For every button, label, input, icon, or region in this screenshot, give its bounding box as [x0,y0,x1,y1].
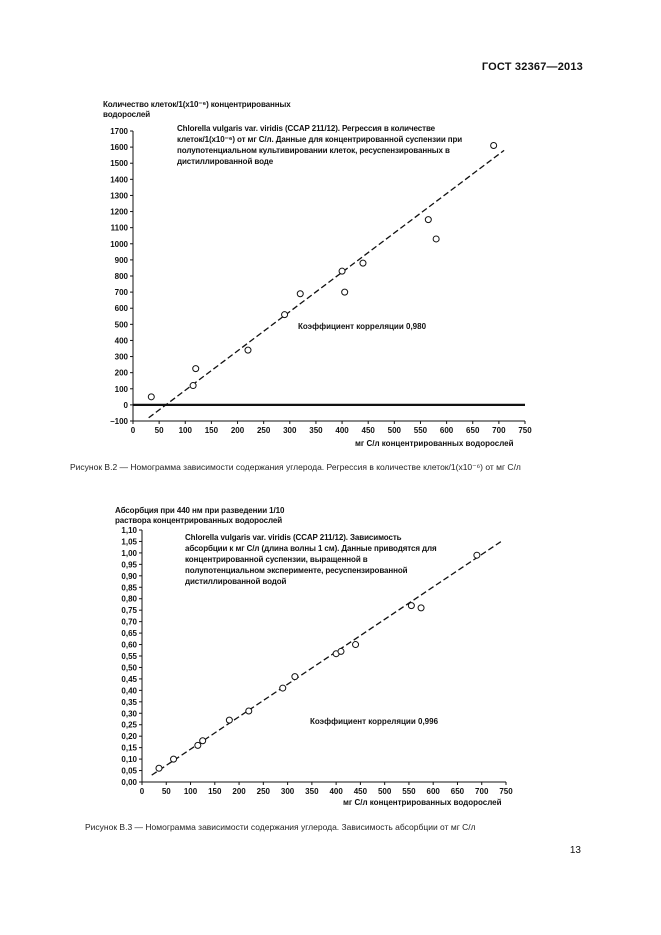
chart2-ytick-label: 0,70 [121,617,137,627]
chart1-ytick-label: 1200 [110,207,128,217]
chart1-note: Chlorella vulgaris var. viridis (CCAP 211/12). Регрессия в количестве клеток/1(x10⁻⁶) от мг С/л. Данные для концентрированной суспензии при полупотенциальном культивировании клеток, ресуспензированных в дистиллированной воде [177,124,463,166]
chart2-data-point [195,742,201,748]
chart1-ytick-label: 700 [114,288,128,298]
chart2-data-point [353,642,359,648]
chart1-xtick-label: 250 [256,426,271,435]
chart1-ytick-label: 600 [114,304,128,314]
chart1-xtick-label: 200 [230,426,245,435]
chart1-ytick-label: 0 [123,400,128,410]
chart1-xtick-label: 150 [204,426,219,435]
chart2-xtick-label: 650 [450,787,465,796]
chart2-data-point [338,648,344,654]
chart1-xtick-label: 400 [335,426,349,435]
chart2-xtick-label: 600 [426,787,440,796]
chart2-ytick-label: 1,10 [121,526,137,535]
chart2-ytick-label: 0,65 [121,629,137,639]
chart2-ytick-label: 0,10 [121,755,137,765]
chart1-ytick-label: 1100 [110,223,128,233]
chart1-ytick-label: –100 [110,417,128,426]
chart2-xlabel: мг С/л концентрированных водорослей [343,798,502,807]
chart2-xtick-label: 400 [329,787,343,796]
chart2-ytick-label: 0,95 [121,560,137,570]
chart1-xtick-label: 100 [178,426,192,435]
chart2-xtick-label: 50 [161,787,171,796]
chart2-data-point [408,603,414,609]
figure-b2-caption: Рисунок В.2 — Номограмма зависимости содержания углерода. Регрессия в количестве клеток/1(x10⁻⁶) от мг С/л [70,462,521,472]
chart1-xtick-label: 700 [492,426,506,435]
chart1-xlabel: мг С/л концентрированных водорослей [355,439,514,448]
chart1-xtick-label: 0 [130,426,136,435]
chart2-data-point [156,765,162,771]
chart1-xtick-label: 50 [154,426,164,435]
chart1-correlation: Коэффициент корреляции 0,980 [298,322,427,331]
chart2-ytick-label: 0,15 [121,743,137,753]
chart2-data-point [226,717,232,723]
chart1-ytick-label: 800 [114,272,128,281]
chart2-ytick-label: 1,00 [121,548,137,558]
chart2-ytick-label: 0,30 [121,709,137,719]
document-code: ГОСТ 32367—2013 [481,61,583,73]
chart2-xtick-label: 750 [499,787,513,796]
chart2-ytick-label: 0,90 [121,571,137,581]
chart1-xtick-label: 750 [518,426,532,435]
chart2-ytick-label: 0,50 [121,663,137,673]
chart1-ytick-label: 300 [114,352,128,362]
chart2-ytick-label: 0,25 [121,720,137,730]
chart1-xtick-label: 600 [439,426,454,435]
chart2-xtick-label: 150 [208,787,222,796]
chart1-ytick-label: 1300 [110,191,128,201]
chart2-data-point [292,674,298,680]
chart2-ytick-label: 0,00 [121,778,137,787]
chart2-xtick-label: 0 [139,787,145,796]
chart2-data-point [171,756,177,762]
chart2-xtick-label: 250 [256,787,271,796]
chart1-xtick-label: 450 [361,426,375,435]
chart2-correlation: Коэффициент корреляции 0,996 [310,717,439,726]
chart2-xtick-label: 700 [475,787,489,796]
chart1-ytick-label: 900 [114,255,128,265]
chart1-xtick-label: 350 [309,426,323,435]
chart1-ylabel: Количество клеток/1(x10⁻⁶) концентрированных водорослей [103,100,291,119]
chart1-xtick-label: 650 [466,426,480,435]
chart2-note: Chlorella vulgaris var. viridis (CCAP 211/12). Зависимость абсорбции к мг С/л (длина волны 1 см). Данные приводятся для концентрированной суспензии, выращенной в полупотенциальном эксперименте, ресуспензированной дистиллированной водой [185,533,437,586]
chart1-ytick-label: 400 [114,336,128,346]
figure-b3-caption: Рисунок В.3 — Номограмма зависимости содержания углерода. Зависимость абсорбции от мг С/л [85,822,476,832]
chart1-xtick-label: 550 [413,426,428,435]
chart1-xtick-label: 500 [387,426,402,435]
chart2-ytick-label: 0,20 [121,732,137,742]
chart2-ytick-label: 0,35 [121,697,137,707]
chart2-ytick-label: 0,05 [121,766,137,776]
chart2-ytick-label: 0,55 [121,652,137,661]
chart2-xtick-label: 100 [183,787,198,796]
chart2-data-point [246,708,252,714]
chart2-ytick-label: 0,40 [121,686,137,696]
chart2-xtick-label: 450 [353,787,368,796]
page-number: 13 [569,845,581,856]
chart2-ylabel: Абсорбция при 440 нм при разведении 1/10 раствора концентрированных водорослей [115,506,285,525]
chart2-data-point [474,552,480,558]
chart1-ytick-label: 1500 [110,159,128,169]
chart1-ytick-label: 200 [114,368,128,378]
chart2-data-point [418,605,424,611]
chart1-ytick-label: 500 [114,320,128,330]
chart2-data-point [280,685,286,691]
chart2-xtick-label: 200 [232,787,246,796]
chart2-xtick-label: 500 [377,787,392,796]
chart1-xtick-label: 300 [283,426,297,435]
chart1-ytick-label: 1700 [110,127,128,136]
chart2-ytick-label: 0,45 [121,674,137,684]
chart2-ytick-label: 0,75 [121,606,137,616]
chart2-xtick-label: 300 [280,787,295,796]
chart2-ytick-label: 0,60 [121,640,137,650]
chart1-ytick-label: 100 [114,384,128,394]
chart1-ytick-label: 1400 [110,175,128,185]
chart2-ytick-label: 0,85 [121,583,137,593]
chart1-ytick-label: 1000 [110,239,128,249]
chart1-ytick-label: 1600 [110,143,128,153]
chart2-ytick-label: 0,80 [121,594,137,604]
chart2-data-point [200,738,206,744]
chart2-ytick-label: 1,05 [121,537,137,547]
chart2-xtick-label: 350 [305,787,319,796]
chart2-xtick-label: 550 [402,787,416,796]
